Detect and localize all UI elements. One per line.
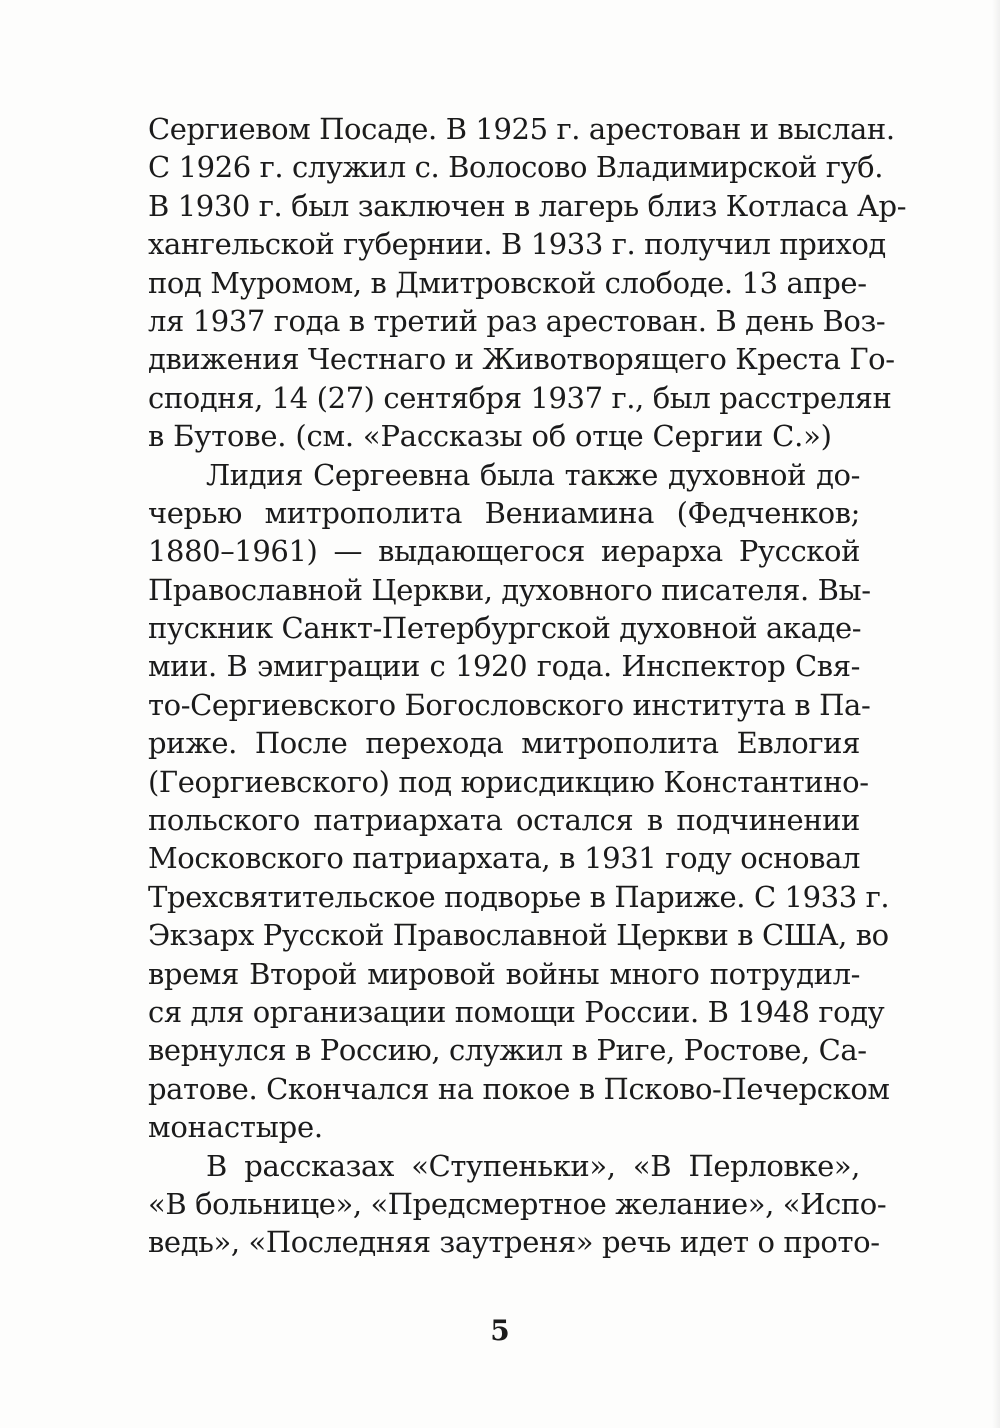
text-line-21: Трехсвятительское подворье в Париже. С 1933 г. <box>148 879 890 914</box>
text-line-28: В рассказах «Ступеньки», «В Перловке», <box>206 1148 860 1183</box>
text-line-16: то-Сергиевского Богословского института в Па- <box>148 687 871 722</box>
text-line-4: хангельской губернии. В 1933 г. получил приход <box>148 227 886 262</box>
text-line-23: время Второй мировой войны много потрудил- <box>148 956 860 991</box>
text-line-7: движения Честнаго и Животворящего Креста Го- <box>148 342 895 377</box>
text-line-11: черью митрополита Вениамина (Федченков; <box>148 495 860 530</box>
text-line-3: В 1930 г. был заключен в лагерь близ Котласа Ар- <box>148 188 907 223</box>
page-number: 5 <box>490 1314 510 1347</box>
text-line-6: ля 1937 года в третий раз арестован. В день Воз- <box>148 303 886 338</box>
text-line-30: ведь», «Последняя заутреня» речь идет о прото- <box>148 1225 880 1260</box>
text-line-9: в Бутове. (см. «Рассказы об отце Сергии С.») <box>148 419 832 454</box>
text-line-13: Православной Церкви, духовного писателя. Вы- <box>148 572 871 607</box>
body-text <box>148 110 907 1262</box>
text-line-27: монастыре. <box>148 1110 323 1145</box>
text-line-12: 1880–1961) — выдающегося иерарха Русской <box>148 534 860 569</box>
text-line-2: С 1926 г. служил с. Волосово Владимирской губ. <box>148 150 884 185</box>
text-line-17: риже. После перехода митрополита Евлогия <box>148 726 860 761</box>
text-line-26: ратове. Скончался на покое в Псково-Печерском <box>148 1071 890 1106</box>
text-line-24: ся для организации помощи России. В 1948 году <box>148 994 885 1029</box>
text-line-15: мии. В эмиграции с 1920 года. Инспектор Свя- <box>148 649 860 684</box>
text-line-22: Экзарх Русской Православной Церкви в США, во <box>148 918 889 953</box>
text-line-29: «В больнице», «Предсмертное желание», «Испо- <box>148 1186 887 1221</box>
text-line-19: польского патриархата остался в подчинении <box>148 803 860 838</box>
page-edge-shadow <box>992 0 1000 1428</box>
text-line-5: под Муромом, в Дмитровской слободе. 13 апре- <box>148 265 867 300</box>
text-line-1: Сергиевом Посаде. В 1925 г. арестован и выслан. <box>148 112 895 146</box>
text-line-25: вернулся в Россию, служил в Риге, Ростове, Са- <box>148 1033 867 1068</box>
text-line-14: пускник Санкт-Петербургской духовной акаде- <box>148 611 862 646</box>
text-line-10: Лидия Сергеевна была также духовной до- <box>206 457 860 492</box>
text-line-8: сподня, 14 (27) сентября 1937 г., был расстрелян <box>148 380 892 415</box>
text-line-18: (Георгиевского) под юрисдикцию Константино- <box>148 764 869 799</box>
text-line-20: Московского патриархата, в 1931 году основал <box>148 841 860 876</box>
